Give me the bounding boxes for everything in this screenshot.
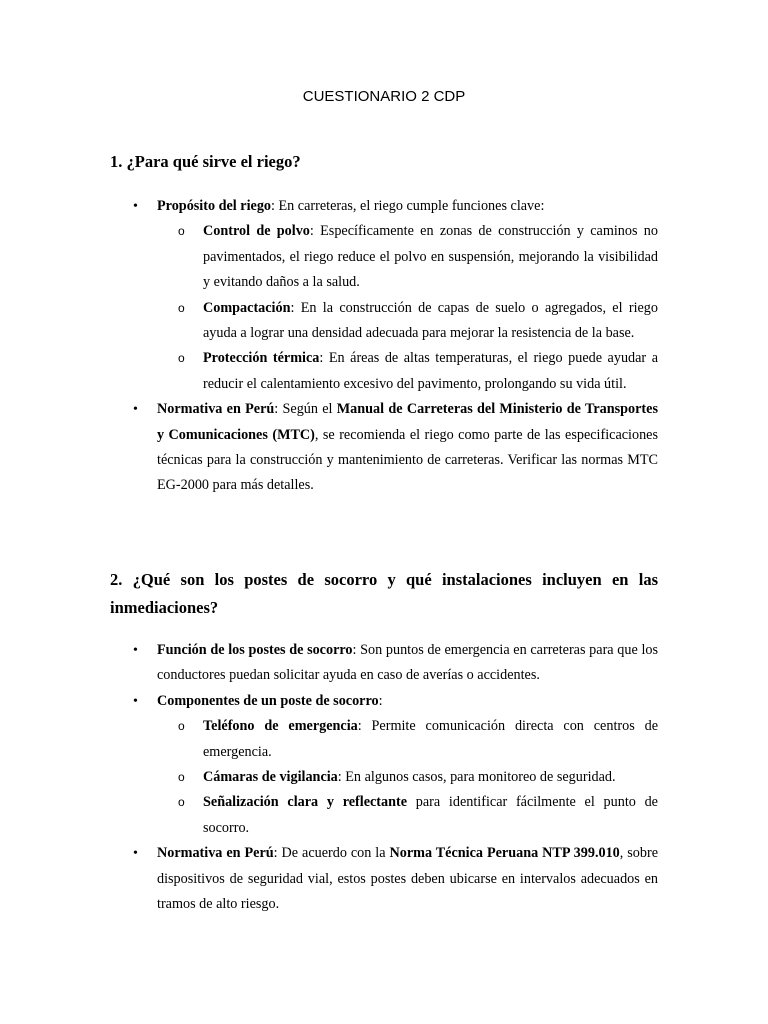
item-label: Normativa en Perú	[157, 845, 274, 862]
sub-item-control-polvo	[203, 219, 658, 295]
item-text: :	[378, 692, 383, 709]
sub-list-proposito	[157, 219, 658, 397]
question-2-heading	[110, 566, 658, 622]
item-text: : En carreteras, el riego cumple funciones clave:	[271, 198, 545, 214]
item-text: , se recomienda el riego como parte de las especificaciones técnicas para la construcción y mantenimiento de carreteras. Verificar las normas MTC EG-2000 para más detalles.	[157, 426, 658, 494]
sub-list-componentes	[157, 714, 658, 841]
item-label: Compactación	[203, 299, 291, 316]
sub-item-telefono	[203, 714, 658, 765]
item-text: : En algunos casos, para monitoreo de seguridad.	[337, 769, 616, 786]
item-label: Señalización clara y reflectante	[203, 794, 408, 811]
item-text: : Permite comunicación directa con centros de emergencia.	[203, 718, 658, 760]
list-item-proposito	[157, 194, 658, 397]
sub-item-camaras	[203, 765, 658, 790]
item-label: Control de polvo	[203, 223, 310, 240]
list-item-normativa	[157, 397, 658, 499]
item-text: : De acuerdo con la	[273, 845, 390, 862]
item-label: Propósito del riego	[157, 198, 272, 214]
item-bold-text: Manual de Carreteras del Ministerio de Transportes y Comunicaciones (MTC)	[157, 401, 658, 443]
item-label: Función de los postes de socorro	[157, 642, 353, 658]
list-item-normativa-ntp	[157, 841, 658, 917]
item-label: Protección térmica	[203, 350, 320, 367]
question-2-list	[0, 638, 768, 917]
list-item-funcion	[157, 638, 658, 689]
item-text: : En la construcción de capas de suelo o agregados, el riego ayuda a lograr una densidad adecuada para mejorar la resistencia de la base.	[203, 299, 658, 342]
question-1-heading: 1. ¿Para qué sirve el riego?	[110, 152, 301, 171]
item-text: : En áreas de altas temperaturas, el riego puede ayudar a reducir el calentamiento excesivo del pavimento, prolongando su vida útil.	[203, 350, 659, 392]
document-title: CUESTIONARIO 2 CDP	[302, 88, 466, 105]
item-label: Teléfono de emergencia	[203, 718, 358, 735]
sub-item-proteccion-termica	[203, 346, 658, 397]
item-text: : Específicamente en zonas de construcción y caminos no pavimentados, el riego reduce el polvo en suspensión, mejorando la visibilidad y evitando daños a la salud.	[203, 223, 658, 291]
item-text: para identificar fácilmente el punto de socorro.	[203, 794, 658, 836]
sub-item-senalizacion	[203, 790, 658, 841]
item-label: Componentes de un poste de socorro	[157, 692, 379, 709]
item-text: , sobre dispositivos de seguridad vial, estos postes deben ubicarse en intervalos adecuados en tramos de alto riesgo.	[157, 845, 659, 913]
item-text: : Según el	[274, 401, 337, 418]
item-label: Cámaras de vigilancia	[203, 769, 338, 786]
heading-line-1: 2. ¿Qué son los postes de socorro y qué instalaciones incluyen en las	[110, 570, 658, 589]
item-label: Normativa en Perú	[157, 401, 275, 418]
sub-item-compactacion	[203, 296, 658, 347]
question-1-list	[0, 194, 768, 499]
list-item-componentes	[157, 689, 658, 841]
item-bold-text: Norma Técnica Peruana NTP 399.010	[389, 845, 620, 862]
heading-line-2: inmediaciones?	[110, 598, 219, 617]
item-text: : Son puntos de emergencia en carreteras para que los conductores puedan solicitar ayuda en caso de averías o accidentes.	[157, 642, 658, 684]
